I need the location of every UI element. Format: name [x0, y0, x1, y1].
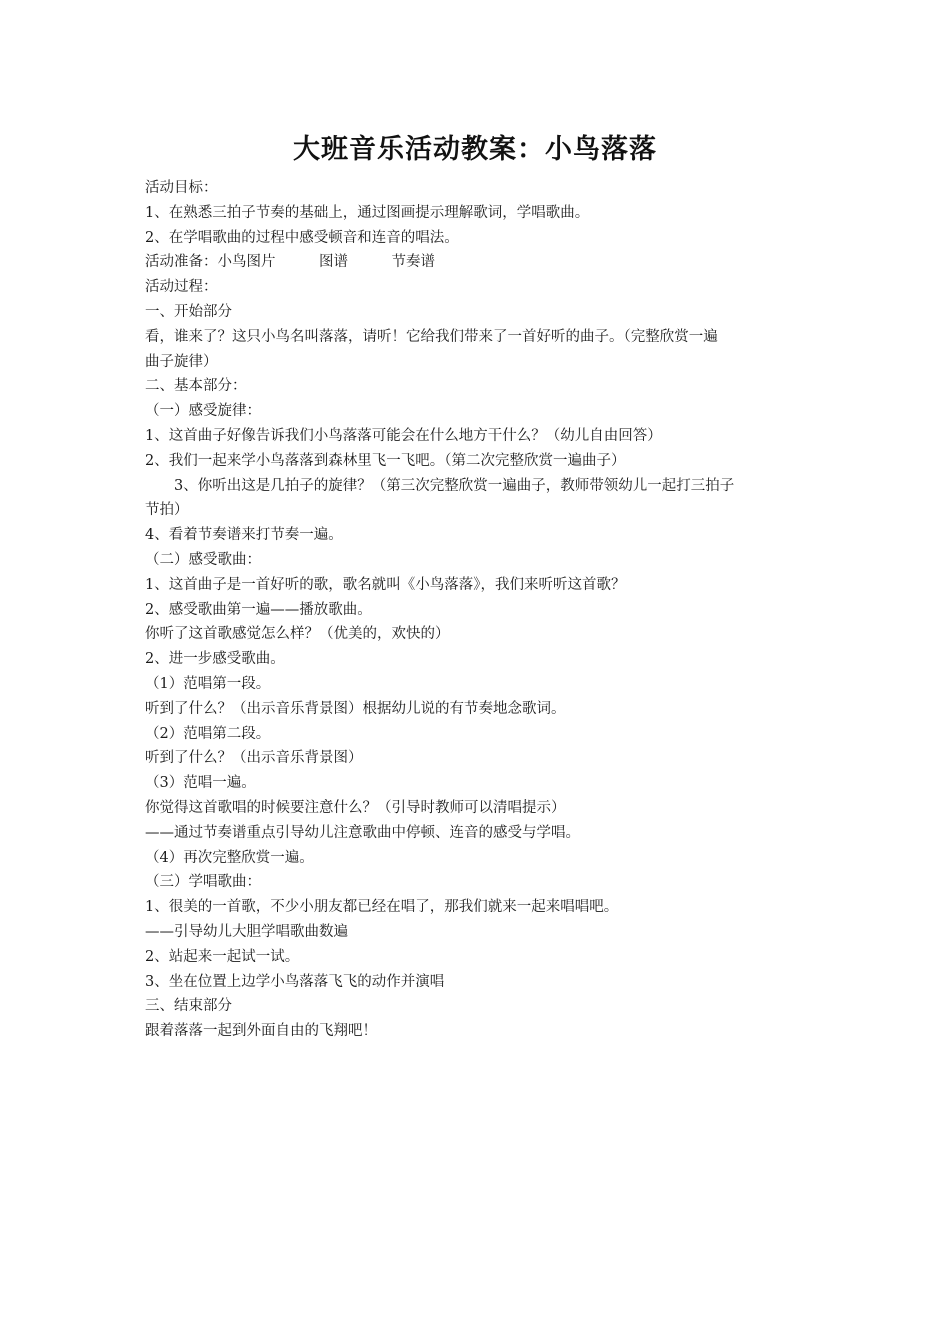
paragraph-line: （3）范唱一遍。 — [145, 775, 256, 792]
paragraph-line: 3、你听出这是几拍子的旋律？（第三次完整欣赏一遍曲子，教师带领幼儿一起打三拍子 — [145, 477, 735, 494]
paragraph-line: 2、站起来一起试一试。 — [145, 948, 300, 965]
part-heading-start: 一、开始部分 — [145, 303, 232, 320]
paragraph-line: 跟着落落一起到外面自由的飞翔吧！ — [145, 1023, 377, 1040]
paragraph-line: 节拍） — [145, 502, 189, 519]
paragraph-line: 你觉得这首歌唱的时候要注意什么？（引导时教师可以清唱提示） — [145, 799, 566, 816]
preparation-line: 活动准备：小鸟图片 图谱 节奏谱 — [145, 254, 435, 271]
paragraph-line: 2、进一步感受歌曲。 — [145, 651, 285, 668]
paragraph-line: ——引导幼儿大胆学唱歌曲数遍 — [145, 923, 348, 940]
paragraph-line: ——通过节奏谱重点引导幼儿注意歌曲中停顿、连音的感受与学唱。 — [145, 824, 580, 841]
paragraph-line: 2、我们一起来学小鸟落落到森林里飞一飞吧。（第二次完整欣赏一遍曲子） — [145, 452, 626, 469]
paragraph-line: 1、很美的一首歌，不少小朋友都已经在唱了，那我们就来一起来唱唱吧。 — [145, 899, 619, 916]
paragraph-line: （2）范唱第二段。 — [145, 725, 271, 742]
goal-item-2: 2、在学唱歌曲的过程中感受顿音和连音的唱法。 — [145, 229, 459, 246]
goal-item-1: 1、在熟悉三拍子节奏的基础上，通过图画提示理解歌词，学唱歌曲。 — [145, 204, 590, 221]
document-title: 大班音乐活动教案：小鸟落落 — [293, 134, 657, 165]
section-heading-goals: 活动目标： — [145, 180, 218, 196]
part-heading-end: 三、结束部分 — [145, 998, 232, 1015]
paragraph-line: 1、这首曲子是一首好听的歌，歌名就叫《小鸟落落》，我们来听听这首歌？ — [145, 576, 626, 593]
subsection-heading-song: （二）感受歌曲： — [145, 551, 261, 568]
part-heading-basic: 二、基本部分： — [145, 378, 247, 395]
paragraph-line: 2、感受歌曲第一遍——播放歌曲。 — [145, 601, 372, 618]
paragraph-line: 曲子旋律） — [145, 353, 218, 370]
subsection-heading-melody: （一）感受旋律： — [145, 403, 261, 420]
paragraph-line: 4、看着节奏谱来打节奏一遍。 — [145, 527, 343, 544]
section-heading-process: 活动过程： — [145, 279, 218, 296]
subsection-heading-learn: （三）学唱歌曲： — [145, 874, 261, 891]
paragraph-line: （4）再次完整欣赏一遍。 — [145, 849, 314, 866]
paragraph-line: 你听了这首歌感觉怎么样？（优美的，欢快的） — [145, 626, 450, 643]
paragraph-line: 看，谁来了？这只小鸟名叫落落，请听！它给我们带来了一首好听的曲子。（完整欣赏一遍 — [145, 328, 718, 345]
paragraph-line: 听到了什么？（出示音乐背景图） — [145, 750, 363, 767]
paragraph-line: 听到了什么？（出示音乐背景图）根据幼儿说的有节奏地念歌词。 — [145, 700, 566, 717]
document-body — [145, 176, 815, 1044]
paragraph-line: 1、这首曲子好像告诉我们小鸟落落可能会在什么地方干什么？（幼儿自由回答） — [145, 427, 662, 444]
paragraph-line: 3、坐在位置上边学小鸟落落飞飞的动作并演唱 — [145, 973, 445, 990]
paragraph-line: （1）范唱第一段。 — [145, 675, 271, 692]
